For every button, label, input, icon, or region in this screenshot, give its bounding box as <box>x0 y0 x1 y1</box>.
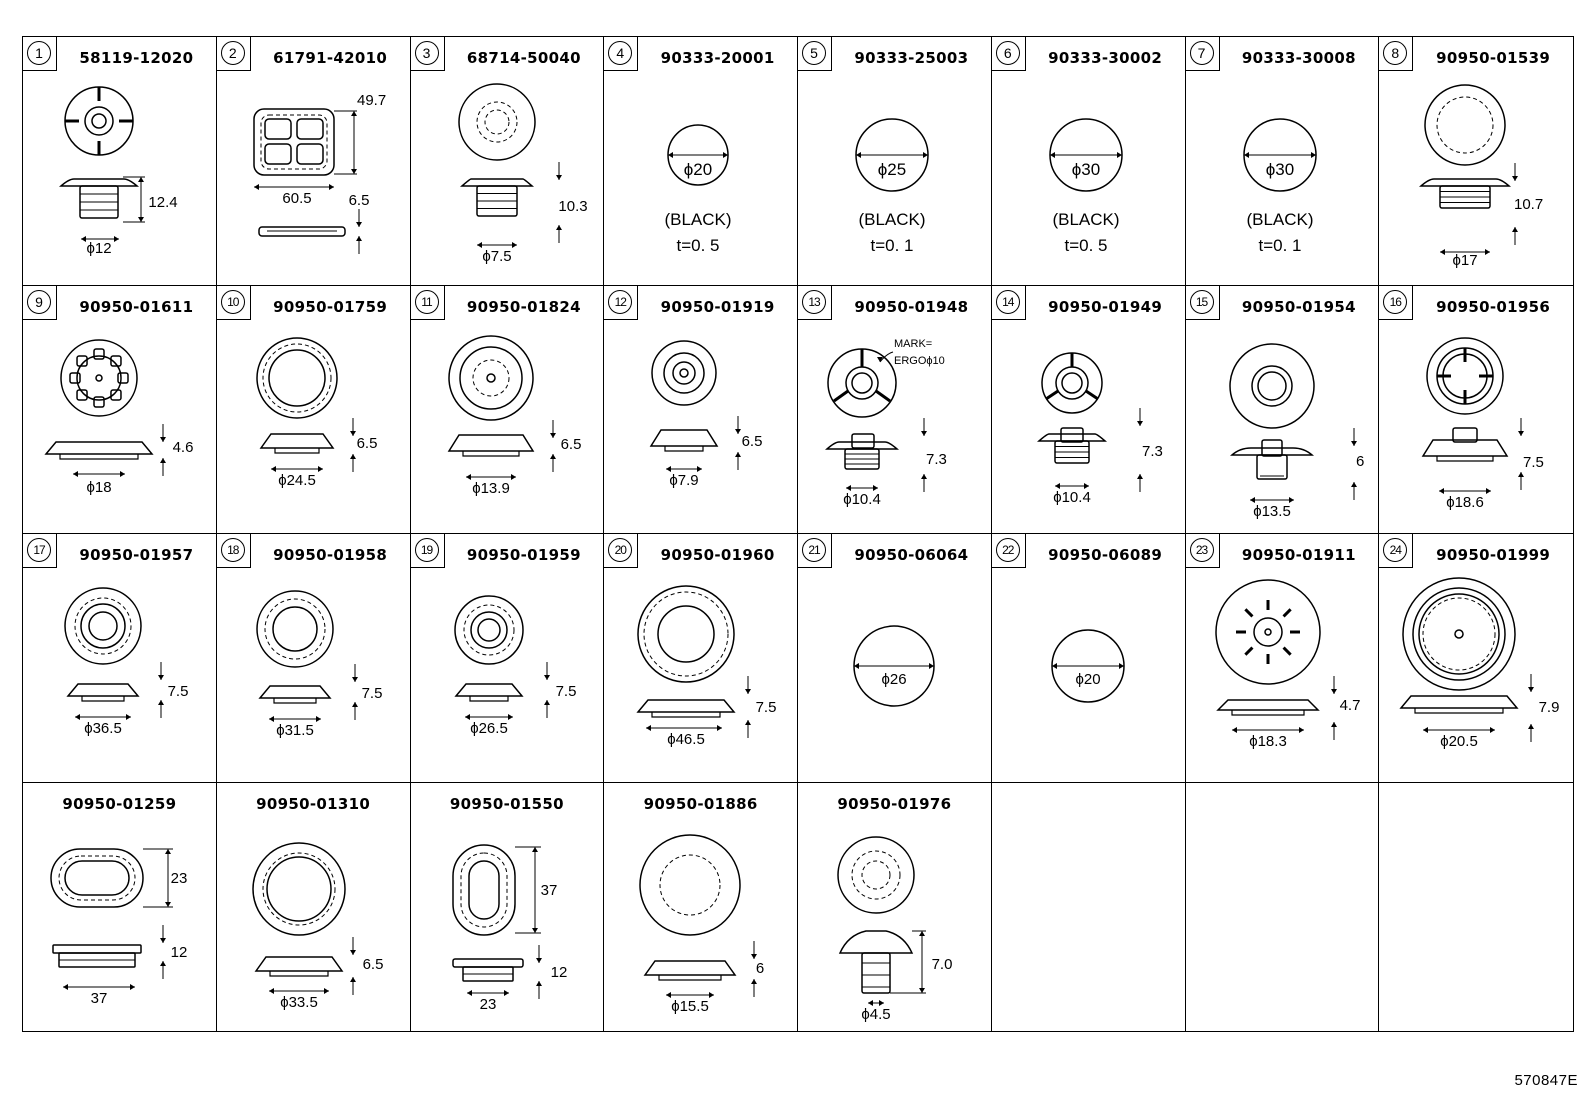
part-cell <box>1379 286 1573 535</box>
item-number-box <box>217 534 251 568</box>
part-cell <box>1186 37 1380 286</box>
dim-label-0: 7.9 <box>1538 699 1560 716</box>
part-drawing <box>798 77 991 277</box>
item-number-box <box>604 286 638 320</box>
item-number: 21 <box>802 538 826 562</box>
item-number: 5 <box>802 41 826 65</box>
part-drawing <box>604 574 797 774</box>
dim-label-0: 7.5 <box>361 685 383 702</box>
item-number: 15 <box>1190 290 1214 314</box>
item-number-box <box>23 534 57 568</box>
dim-label-1: ϕ13.9 <box>471 479 510 497</box>
dim-label-0: 7.0 <box>931 955 953 973</box>
part-number: 90950-06089 <box>1048 546 1163 564</box>
part-drawing <box>23 77 216 277</box>
part-cell <box>1186 286 1380 535</box>
dim-label-1: ϕ46.5 <box>667 731 706 748</box>
part-cell <box>217 534 411 783</box>
dim-label-0: 6.5 <box>356 434 378 452</box>
part-number: 90950-01949 <box>1048 297 1163 316</box>
dim-label-0: ϕ25 <box>877 160 907 179</box>
part-drawing <box>411 77 604 277</box>
part-drawing <box>1379 326 1572 526</box>
part-drawing <box>798 326 991 526</box>
dim-label-2: t=0. 5 <box>1064 236 1108 255</box>
part-cell <box>217 286 411 535</box>
part-drawing <box>992 326 1185 526</box>
part-cell <box>1379 534 1573 783</box>
dim-label-0: 4.6 <box>172 438 194 456</box>
dim-label-1: ϕ24.5 <box>277 471 316 489</box>
part-cell <box>604 534 798 783</box>
part-cell <box>604 37 798 286</box>
dim-label-1: 12 <box>550 963 567 981</box>
part-cell <box>23 534 217 783</box>
part-number: 90950-01960 <box>660 546 775 564</box>
part-cell <box>992 534 1186 783</box>
item-number-box <box>217 286 251 320</box>
item-number: 12 <box>608 290 632 314</box>
part-cell <box>411 37 605 286</box>
item-number-box <box>798 37 832 71</box>
empty-cell <box>1186 783 1380 1032</box>
dim-label-2: 23 <box>479 995 496 1013</box>
dim-label-2: t=0. 1 <box>870 236 914 255</box>
part-number: 90333-20001 <box>660 49 775 67</box>
part-cell <box>604 286 798 535</box>
part-cell <box>217 783 411 1032</box>
item-number-box <box>604 534 638 568</box>
mark-label: MARK= <box>894 337 933 350</box>
item-number: 22 <box>996 538 1020 562</box>
item-number-box <box>798 286 832 320</box>
dim-label-1: ϕ26.5 <box>469 720 508 737</box>
part-number: 90950-01956 <box>1436 297 1551 316</box>
dim-label-1: ϕ13.5 <box>1252 502 1291 520</box>
part-drawing <box>798 574 991 774</box>
dim-label-1: ϕ10.4 <box>1052 488 1091 506</box>
dim-label-0: 10.7 <box>1514 196 1544 213</box>
dim-label-0: 23 <box>170 869 188 887</box>
dim-label-0: 7.5 <box>555 683 576 700</box>
item-number-box <box>411 286 445 320</box>
part-number: 68714-50040 <box>466 49 581 67</box>
drawing-id: 570847E <box>1514 1072 1578 1089</box>
mark-label: ERGOϕ10 <box>894 354 945 367</box>
dim-label-2: 37 <box>90 989 108 1007</box>
dim-label-0: ϕ20 <box>684 160 713 179</box>
part-number: 90950-01976 <box>837 794 952 813</box>
dim-label-1: ϕ18 <box>86 478 112 496</box>
part-drawing <box>1186 574 1379 774</box>
dim-label-0: 7.3 <box>1141 442 1163 460</box>
part-number: 90950-01259 <box>62 794 177 813</box>
part-drawing <box>992 77 1185 277</box>
part-cell <box>411 286 605 535</box>
dim-label-1: ϕ18.3 <box>1248 733 1287 750</box>
part-cell <box>992 37 1186 286</box>
part-cell <box>798 37 992 286</box>
item-number-box <box>1186 37 1220 71</box>
dim-label-1: (BLACK) <box>1052 210 1120 229</box>
item-number: 20 <box>608 538 632 562</box>
part-cell <box>798 783 992 1032</box>
part-drawing <box>992 574 1185 774</box>
item-number-box <box>217 37 251 71</box>
dim-label-0: 4.7 <box>1339 697 1360 714</box>
item-number-box <box>1379 37 1413 71</box>
part-cell <box>992 286 1186 535</box>
part-drawing <box>217 326 410 526</box>
part-number: 90950-01611 <box>79 297 194 316</box>
item-number: 10 <box>221 290 245 314</box>
part-drawing <box>411 823 604 1023</box>
part-cell <box>411 534 605 783</box>
item-number: 24 <box>1383 538 1407 562</box>
item-number-box <box>23 37 57 71</box>
empty-cell <box>1379 783 1573 1032</box>
dim-label-3: ϕ10.4 <box>843 490 881 508</box>
item-number: 18 <box>221 538 245 562</box>
dim-label-1: 12 <box>170 943 188 961</box>
part-number: 90950-01958 <box>273 546 388 564</box>
dim-label-0: 49.7 <box>356 92 386 109</box>
dim-label-1: ϕ15.5 <box>671 997 710 1015</box>
item-number-box <box>1186 534 1220 568</box>
dim-label-0: 37 <box>540 881 557 899</box>
dim-label-1: 60.5 <box>282 190 312 207</box>
dim-label-1: ϕ36.5 <box>84 720 122 737</box>
item-number-box <box>992 37 1026 71</box>
dim-label-0: ϕ20 <box>1075 671 1101 688</box>
part-drawing <box>411 574 604 774</box>
part-number: 90950-01959 <box>466 546 581 564</box>
part-number: 90950-01999 <box>1436 546 1551 564</box>
dim-label-1: (BLACK) <box>858 210 926 229</box>
dim-label-1: ϕ7.5 <box>481 248 512 265</box>
dim-label-2: 6.5 <box>348 192 370 209</box>
dim-label-1: ϕ20.5 <box>1440 733 1479 750</box>
item-number: 23 <box>1190 538 1214 562</box>
dim-label-0: 7.5 <box>167 683 189 700</box>
part-drawing <box>604 77 797 277</box>
part-cell <box>23 37 217 286</box>
item-number-box <box>411 534 445 568</box>
dim-label-2: t=0. 5 <box>676 236 720 255</box>
part-drawing <box>217 823 410 1023</box>
part-cell <box>411 783 605 1032</box>
item-number: 2 <box>221 41 245 65</box>
parts-diagram-grid <box>22 36 1574 1032</box>
part-number: 58119-12020 <box>79 49 194 67</box>
part-number: 90333-25003 <box>854 49 969 67</box>
part-number: 90333-30002 <box>1048 49 1163 67</box>
part-drawing <box>1379 77 1572 277</box>
item-number: 3 <box>415 41 439 65</box>
item-number: 6 <box>996 41 1020 65</box>
item-number-box <box>992 534 1026 568</box>
part-drawing <box>1379 574 1572 774</box>
dim-label-0: ϕ30 <box>1071 160 1100 179</box>
dim-label-0: 10.3 <box>557 198 588 215</box>
item-number-box <box>798 534 832 568</box>
part-number: 90950-06064 <box>854 546 969 564</box>
part-cell <box>798 534 992 783</box>
part-cell <box>604 783 798 1032</box>
dim-label-2: t=0. 1 <box>1257 236 1302 255</box>
item-number: 16 <box>1383 290 1407 314</box>
dim-label-0: 6.5 <box>741 432 763 450</box>
item-number: 8 <box>1383 41 1407 65</box>
part-drawing <box>23 326 216 526</box>
item-number-box <box>1379 286 1413 320</box>
part-number: 90333-30008 <box>1241 49 1356 67</box>
item-number-box <box>604 37 638 71</box>
dim-label-0: 12.4 <box>148 194 178 211</box>
part-number: 90950-01954 <box>1241 297 1356 316</box>
item-number: 1 <box>27 41 51 65</box>
part-drawing <box>1186 77 1379 277</box>
dim-label-1: ϕ33.5 <box>279 993 318 1011</box>
part-number: 61791-42010 <box>273 49 388 67</box>
part-cell <box>798 286 992 535</box>
item-number: 7 <box>1190 41 1214 65</box>
part-drawing <box>798 823 991 1023</box>
part-drawing <box>217 574 410 774</box>
item-number: 4 <box>608 41 632 65</box>
part-drawing <box>411 326 604 526</box>
part-drawing <box>1186 326 1379 526</box>
dim-label-1: ϕ4.5 <box>861 1005 891 1023</box>
item-number: 14 <box>996 290 1020 314</box>
dim-label-1: ϕ7.9 <box>669 471 699 489</box>
part-number: 90950-01310 <box>256 794 371 813</box>
dim-label-0: ϕ26 <box>881 671 907 688</box>
dim-label-0: ϕ30 <box>1265 160 1294 179</box>
part-number: 90950-01824 <box>466 297 581 316</box>
item-number-box <box>411 37 445 71</box>
part-number: 90950-01911 <box>1241 546 1356 564</box>
part-drawing <box>23 823 216 1023</box>
dim-label-1: ϕ12 <box>86 240 112 257</box>
item-number-box <box>1186 286 1220 320</box>
part-number: 90950-01957 <box>79 546 194 564</box>
dim-label-1: ϕ18.6 <box>1446 493 1485 511</box>
part-drawing <box>217 77 410 277</box>
part-number: 90950-01550 <box>449 794 564 813</box>
dim-label-0: 6 <box>756 959 765 977</box>
dim-label-1: ϕ17 <box>1452 252 1478 269</box>
dim-label-1: (BLACK) <box>664 210 732 229</box>
part-cell <box>217 37 411 286</box>
part-cell <box>1379 37 1573 286</box>
empty-cell <box>992 783 1186 1032</box>
part-number: 90950-01919 <box>660 297 775 316</box>
item-number-box <box>23 286 57 320</box>
part-number: 90950-01886 <box>643 794 758 813</box>
item-number: 19 <box>415 538 439 562</box>
dim-label-1: ϕ31.5 <box>275 722 314 739</box>
part-number: 90950-01948 <box>854 297 969 316</box>
part-cell <box>23 286 217 535</box>
part-drawing <box>604 823 797 1023</box>
dim-label-0: 7.5 <box>755 699 777 716</box>
part-drawing <box>604 326 797 526</box>
part-cell <box>23 783 217 1032</box>
part-number: 90950-01539 <box>1436 49 1551 67</box>
dim-label-2: 7.3 <box>926 450 947 468</box>
item-number: 11 <box>415 290 439 314</box>
dim-label-1: (BLACK) <box>1245 210 1314 229</box>
item-number: 17 <box>27 538 51 562</box>
item-number: 13 <box>802 290 826 314</box>
dim-label-0: 6.5 <box>560 435 581 453</box>
part-number: 90950-01759 <box>273 297 388 316</box>
part-drawing <box>23 574 216 774</box>
dim-label-0: 6 <box>1355 452 1364 470</box>
item-number-box <box>1379 534 1413 568</box>
item-number-box <box>992 286 1026 320</box>
dim-label-0: 7.5 <box>1523 453 1545 471</box>
part-cell <box>1186 534 1380 783</box>
dim-label-0: 6.5 <box>362 955 384 973</box>
item-number: 9 <box>27 290 51 314</box>
